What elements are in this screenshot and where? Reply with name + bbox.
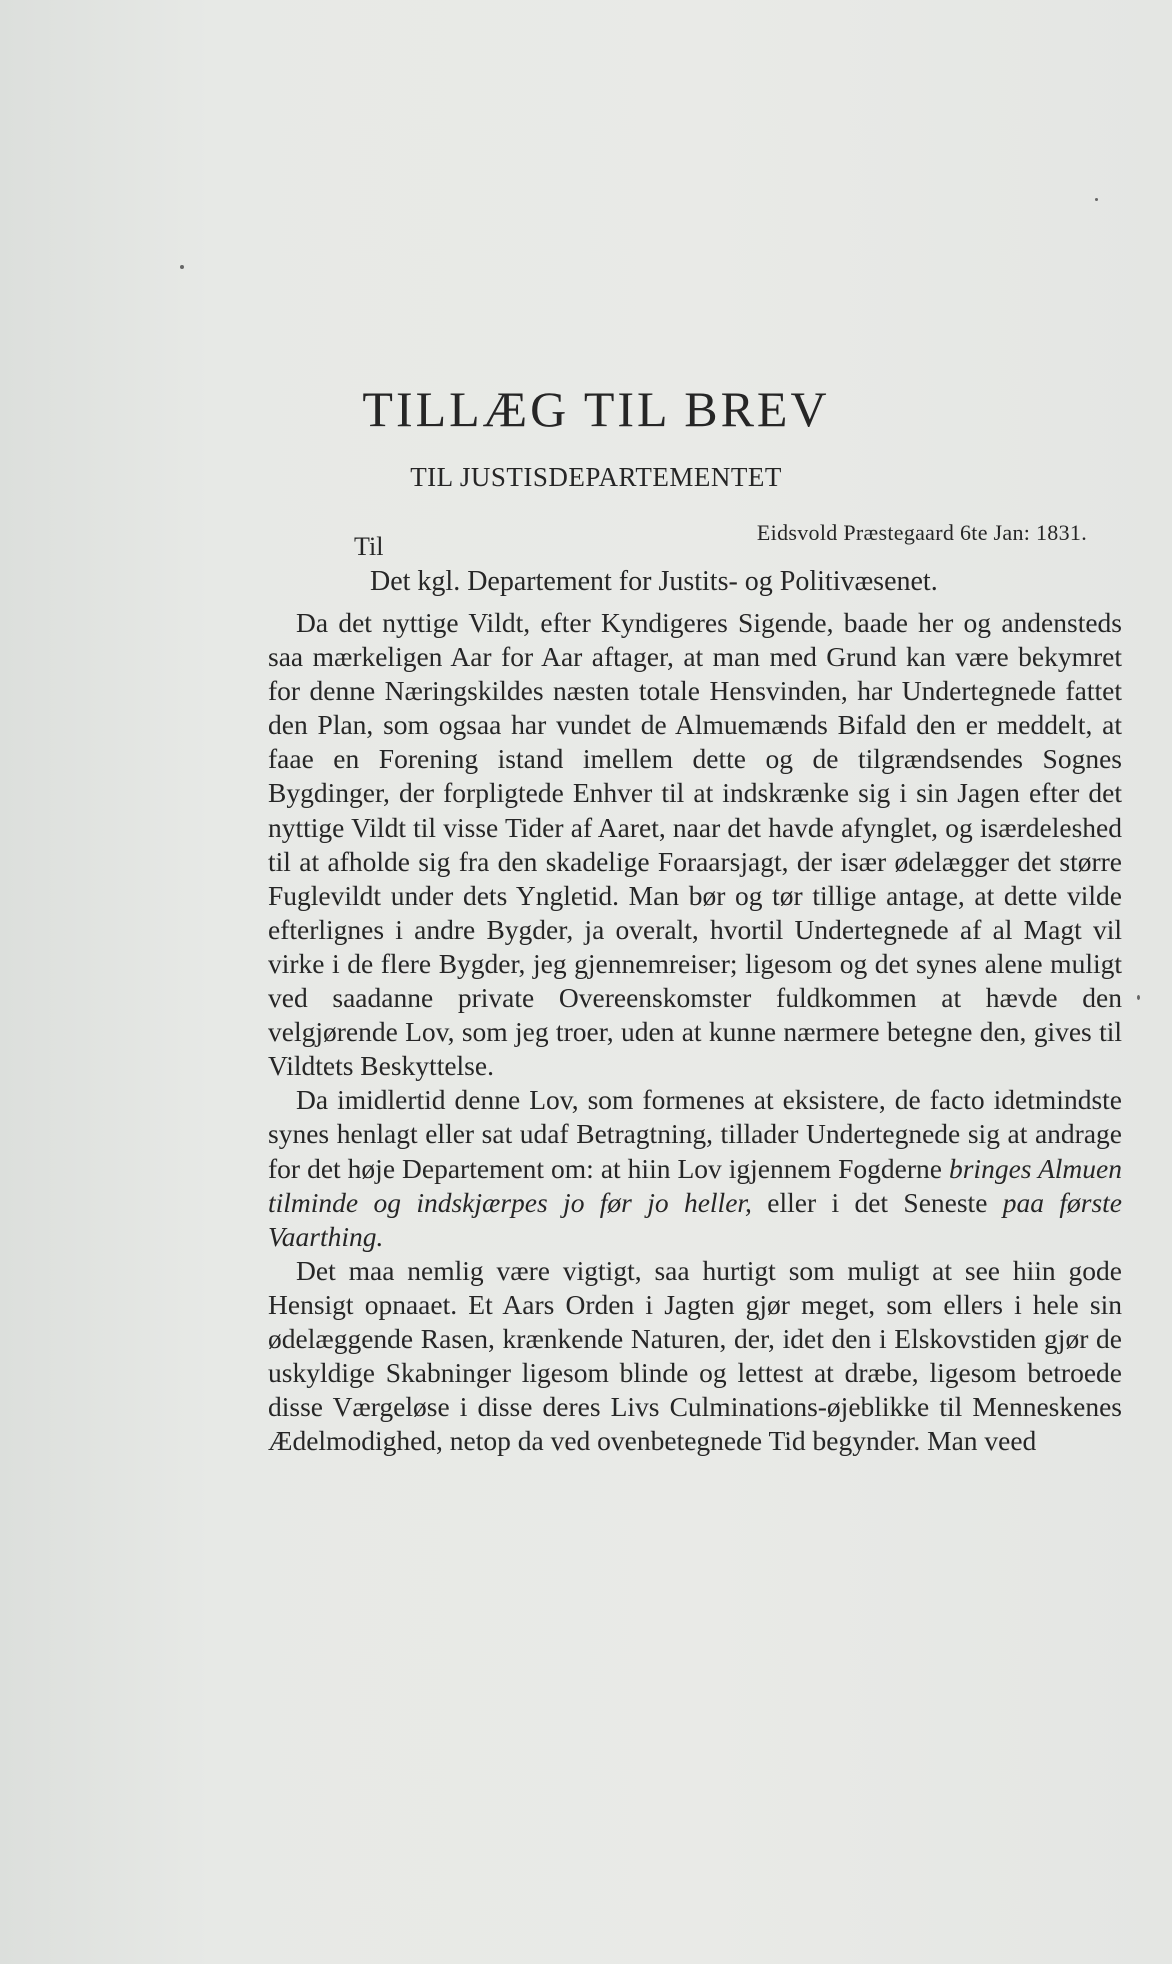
- paper-speck: [1095, 198, 1098, 201]
- page-subtitle: TIL JUSTISDEPARTEMENTET: [410, 462, 782, 492]
- letter-paragraph: [268, 606, 1122, 1083]
- letter-recipient: Det kgl. Departement for Justits- og Politivæsenet.: [370, 566, 938, 597]
- emphasized-text: paa første Vaarthing.: [268, 1186, 1123, 1252]
- letter-salutation: Til: [354, 532, 384, 561]
- letter-body: [268, 606, 1122, 1458]
- letter-dateline: Eidsvold Præstegaard 6te Jan: 1831.: [756, 520, 1087, 545]
- paper-speck: [180, 265, 184, 269]
- paragraph-text: Da imidlertid denne Lov, som formenes at eksistere, de facto idetmindste synes henlagt eller sat udaf Betragtning, tillader Undertegnede sig at andrage for det høje Departement om: at hiin Lov igjennem Fogderne: [268, 1084, 1122, 1184]
- letter-paragraph: [268, 1254, 1122, 1459]
- paragraph-text: Det maa nemlig være vigtigt, saa hurtigt som muligt at see hiin gode Hensigt opnaaet. Et Aars Orden i Jagten gjør meget, som ellers i hele sin ødelæggende Rasen, krænkende Naturen, der, idet den i Elskovstiden gjør de uskyldige Skabninger ligesom blinde og lettest at dræbe, ligesom betroede disse Værgeløse i disse deres Livs Culminations-øjeblikke til Menneskenes Ædelmodighed, netop da ved ovenbetegnede Tid begynder. Man veed: [268, 1254, 1122, 1457]
- paragraph-text: eller i det Seneste: [751, 1186, 1003, 1218]
- letter-paragraph: [268, 1083, 1122, 1253]
- paragraph-text: Da det nyttige Vildt, efter Kyndigeres Sigende, baade her og andensteds saa mærkeligen Aar for Aar aftager, at man med Grund kan være bekymret for denne Næringskildes næsten totale Hensvinden, har Undertegnede fattet den Plan, som ogsaa har vundet de Almuemænds Bifald den er meddelt, at faae en Forening istand imellem dette og de tilgrændsendes Sognes Bygdinger, der forpligtede Enhver til at indskrænke sig i sin Jagen efter det nyttige Vildt til visse Tider af Aaret, naar det havde afynglet, og isærdeleshed til at afholde sig fra den skadelige Foraarsjagt, der især ødelægger det større Fuglevildt under dets Yngletid. Man bør og tør tillige antage, at dette vilde efterlignes i andre Bygder, ja overalt, hvortil Undertegnede af al Magt vil virke i de flere Bygder, jeg gjennemreiser; ligesom og det synes alene muligt ved saadanne private Overeenskomster fuldkommen at hævde den velgjørende Lov, som jeg troer, uden at kunne nærmere betegne den, gives til Vildtets Beskyttelse.: [268, 607, 1122, 1082]
- page-title: TILLÆG TIL BREV: [362, 381, 830, 437]
- emphasized-text: bringes Almuen tilminde og indskjærpes jo før jo heller,: [268, 1152, 1122, 1218]
- paper-speck: [1137, 995, 1140, 1000]
